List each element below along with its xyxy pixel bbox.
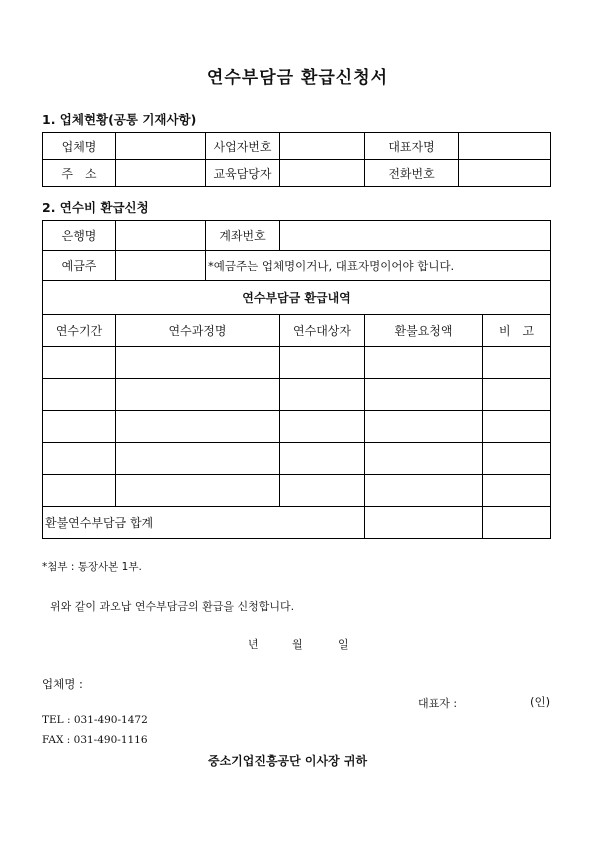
account-holder-label: 예금주 [43, 251, 116, 281]
form-title: 연수부담금 환급신청서 [206, 68, 389, 88]
table-row [43, 347, 551, 379]
table-cell[interactable] [365, 443, 483, 475]
tel-number: TEL : 031-490-1472 [42, 714, 148, 726]
account-holder-field[interactable] [116, 251, 206, 281]
addressee: 중소기업진흥공단 이사장 귀하 [208, 754, 368, 768]
account-holder-note: *예금주는 업체명이거나, 대표자명이어야 합니다. [206, 251, 551, 281]
business-number-field[interactable] [280, 133, 365, 160]
table-row [43, 475, 551, 507]
seal-mark: (인) [530, 695, 551, 709]
table-cell[interactable] [43, 347, 116, 379]
column-header: 연수기간 [43, 315, 116, 347]
phone-label: 전화번호 [365, 160, 459, 187]
table-cell[interactable] [280, 475, 365, 507]
table-cell[interactable] [280, 379, 365, 411]
bank-name-label: 은행명 [43, 221, 116, 251]
table-cell[interactable] [116, 475, 280, 507]
table-cell[interactable] [280, 347, 365, 379]
ceo-name-label: 대표자명 [365, 133, 459, 160]
table-cell[interactable] [365, 379, 483, 411]
total-note-field[interactable] [483, 507, 551, 539]
column-header: 환불요청액 [365, 315, 483, 347]
phone-field[interactable] [459, 160, 551, 187]
table-cell[interactable] [116, 347, 280, 379]
section2-heading: 2. 연수비 환급신청 [42, 200, 149, 215]
account-number-field[interactable] [280, 221, 551, 251]
date-month: 월 [292, 638, 303, 651]
table-cell[interactable] [43, 443, 116, 475]
total-amount-field[interactable] [365, 507, 483, 539]
company-name-label: 업체명 [43, 133, 116, 160]
table-cell[interactable] [365, 475, 483, 507]
refund-table-header [43, 315, 551, 347]
table-cell[interactable] [116, 379, 280, 411]
address-field[interactable] [116, 160, 206, 187]
table-cell[interactable] [483, 443, 551, 475]
company-name-field[interactable] [116, 133, 206, 160]
table-cell[interactable] [43, 475, 116, 507]
representative-label: 대표자 : [418, 697, 458, 710]
table-row [43, 411, 551, 443]
column-header: 비 고 [483, 315, 551, 347]
fax-number: FAX : 031-490-1116 [42, 734, 148, 746]
column-header: 연수대상자 [280, 315, 365, 347]
table-row [43, 379, 551, 411]
company-signature-label: 업체명 : [42, 677, 83, 691]
table-cell[interactable] [483, 411, 551, 443]
ceo-name-field[interactable] [459, 133, 551, 160]
total-label: 환불연수부담금 합계 [43, 507, 365, 539]
table-row [43, 443, 551, 475]
account-number-label: 계좌번호 [206, 221, 280, 251]
table-cell[interactable] [365, 411, 483, 443]
company-info-table [42, 132, 551, 187]
business-number-label: 사업자번호 [206, 133, 280, 160]
column-header: 연수과정명 [116, 315, 280, 347]
bank-name-field[interactable] [116, 221, 206, 251]
table-cell[interactable] [483, 379, 551, 411]
table-cell[interactable] [280, 443, 365, 475]
training-manager-label: 교육담당자 [206, 160, 280, 187]
refund-detail-title: 연수부담금 환급내역 [43, 281, 551, 315]
date-year: 년 [248, 638, 259, 651]
table-cell[interactable] [483, 347, 551, 379]
refund-detail-table [42, 280, 551, 539]
table-cell[interactable] [43, 411, 116, 443]
address-label: 주 소 [43, 160, 116, 187]
table-cell[interactable] [43, 379, 116, 411]
table-cell[interactable] [116, 411, 280, 443]
bank-info-table [42, 220, 551, 281]
table-cell[interactable] [280, 411, 365, 443]
table-cell[interactable] [365, 347, 483, 379]
total-row [43, 507, 551, 539]
application-statement: 위와 같이 과오납 연수부담금의 환급을 신청합니다. [50, 600, 295, 613]
date-day: 일 [338, 638, 349, 651]
section1-heading: 1. 업체현황(공통 기재사항) [42, 112, 197, 127]
training-manager-field[interactable] [280, 160, 365, 187]
table-cell[interactable] [116, 443, 280, 475]
attachment-note: *첨부 : 통장사본 1부. [42, 561, 142, 573]
table-cell[interactable] [483, 475, 551, 507]
